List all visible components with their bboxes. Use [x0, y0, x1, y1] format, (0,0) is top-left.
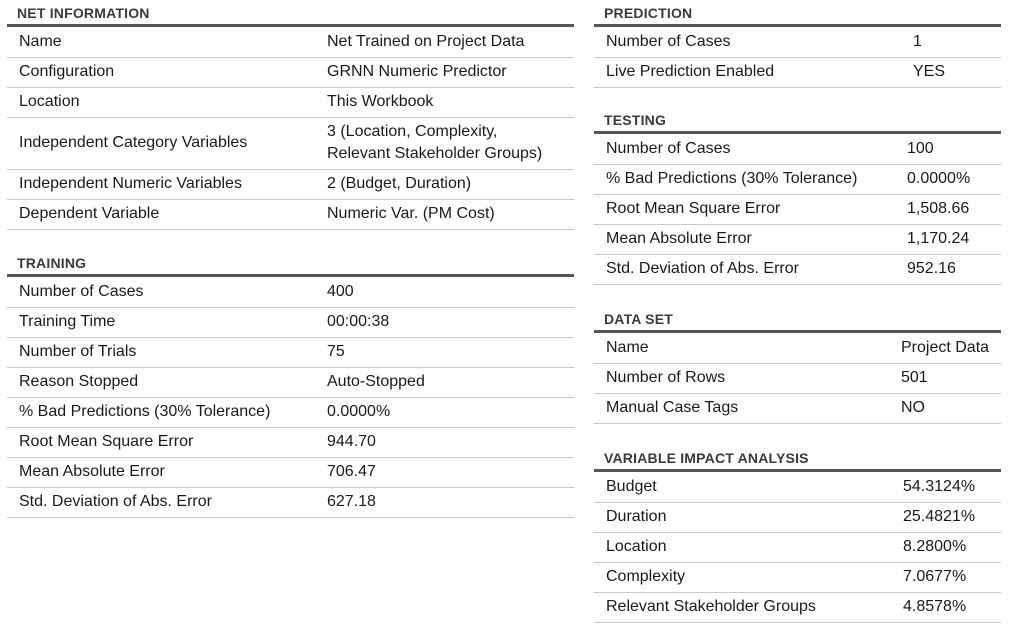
testing-table [594, 134, 1001, 285]
row-value: 75 [327, 337, 574, 367]
row-value: This Workbook [327, 87, 574, 117]
table-row [594, 532, 1001, 562]
row-label: Std. Deviation of Abs. Error [594, 254, 907, 284]
row-label: Relevant Stakeholder Groups [594, 592, 903, 622]
table-row [594, 333, 1001, 363]
row-label: Dependent Variable [7, 199, 327, 229]
row-value: Auto-Stopped [327, 367, 574, 397]
row-value: YES [913, 57, 1001, 87]
table-row [594, 592, 1001, 622]
row-label: Root Mean Square Error [594, 194, 907, 224]
row-label: Mean Absolute Error [594, 224, 907, 254]
row-value: 1,170.24 [907, 224, 1001, 254]
row-value: 501 [901, 363, 1001, 393]
net-information-title: NET INFORMATION [17, 5, 150, 21]
table-row [594, 224, 1001, 254]
row-label: Location [594, 532, 903, 562]
row-value: 627.18 [327, 487, 574, 517]
table-row [594, 134, 1001, 164]
row-label: Name [7, 27, 327, 57]
row-label: % Bad Predictions (30% Tolerance) [7, 397, 327, 427]
row-label: Number of Cases [594, 27, 913, 57]
table-row [7, 367, 574, 397]
row-label: Root Mean Square Error [7, 427, 327, 457]
row-value: 1 [913, 27, 1001, 57]
row-value: 00:00:38 [327, 307, 574, 337]
table-row [594, 562, 1001, 592]
row-value: Numeric Var. (PM Cost) [327, 199, 574, 229]
row-value: 8.2800% [903, 532, 1001, 562]
variable-impact-table [594, 472, 1001, 623]
row-label: Independent Category Variables [7, 117, 327, 169]
row-label: Complexity [594, 562, 903, 592]
row-value: 4.8578% [903, 592, 1001, 622]
row-value: 0.0000% [907, 164, 1001, 194]
row-label: Configuration [7, 57, 327, 87]
row-value: 706.47 [327, 457, 574, 487]
training-title: TRAINING [17, 255, 87, 271]
data-set-title: DATA SET [604, 311, 674, 327]
row-label: Mean Absolute Error [7, 457, 327, 487]
row-value: 100 [907, 134, 1001, 164]
row-value: 54.3124% [903, 472, 1001, 502]
training-section [7, 254, 574, 518]
row-label: Duration [594, 502, 903, 532]
prediction-table [594, 27, 1001, 88]
data-set-table [594, 333, 1001, 424]
row-label: Std. Deviation of Abs. Error [7, 487, 327, 517]
table-row [7, 397, 574, 427]
row-value: Project Data [901, 333, 1001, 363]
table-row [7, 117, 574, 169]
data-set-section [594, 310, 1001, 424]
table-row [594, 164, 1001, 194]
table-row [7, 199, 574, 229]
table-row [7, 169, 574, 199]
row-label: Live Prediction Enabled [594, 57, 913, 87]
table-row [7, 427, 574, 457]
table-row [594, 254, 1001, 284]
row-value: 1,508.66 [907, 194, 1001, 224]
row-value: GRNN Numeric Predictor [327, 57, 574, 87]
row-label: Location [7, 87, 327, 117]
row-label: Number of Cases [594, 134, 907, 164]
row-value [327, 117, 574, 169]
table-row [594, 363, 1001, 393]
row-value: 0.0000% [327, 397, 574, 427]
table-row [7, 57, 574, 87]
prediction-title: PREDICTION [604, 5, 693, 21]
row-label: Training Time [7, 307, 327, 337]
net-information-section [7, 4, 574, 230]
row-label: Manual Case Tags [594, 393, 901, 423]
row-label: Independent Numeric Variables [7, 169, 327, 199]
row-label: % Bad Predictions (30% Tolerance) [594, 164, 907, 194]
row-value: 7.0677% [903, 562, 1001, 592]
row-label: Number of Rows [594, 363, 901, 393]
row-value-line: 3 (Location, Complexity, [327, 123, 498, 140]
row-value: 952.16 [907, 254, 1001, 284]
table-row [7, 487, 574, 517]
row-value: Net Trained on Project Data [327, 27, 574, 57]
row-value: 944.70 [327, 427, 574, 457]
table-row [7, 27, 574, 57]
variable-impact-section [594, 449, 1001, 623]
table-row [7, 457, 574, 487]
table-row [594, 502, 1001, 532]
testing-title: TESTING [604, 112, 667, 128]
table-row [7, 277, 574, 307]
table-row [7, 337, 574, 367]
table-row [594, 194, 1001, 224]
table-row [7, 87, 574, 117]
table-row [7, 307, 574, 337]
row-label: Reason Stopped [7, 367, 327, 397]
variable-impact-title: VARIABLE IMPACT ANALYSIS [604, 450, 809, 466]
testing-section [594, 111, 1001, 285]
row-label: Number of Trials [7, 337, 327, 367]
prediction-section [594, 4, 1001, 88]
row-label: Budget [594, 472, 903, 502]
row-value-line: Relevant Stakeholder Groups) [327, 145, 543, 162]
row-label: Name [594, 333, 901, 363]
table-row [594, 472, 1001, 502]
row-value: NO [901, 393, 1001, 423]
table-row [594, 393, 1001, 423]
training-table [7, 277, 574, 518]
row-value: 25.4821% [903, 502, 1001, 532]
net-information-table [7, 27, 574, 230]
row-value: 400 [327, 277, 574, 307]
table-row [594, 27, 1001, 57]
row-label: Number of Cases [7, 277, 327, 307]
row-value: 2 (Budget, Duration) [327, 169, 574, 199]
table-row [594, 57, 1001, 87]
